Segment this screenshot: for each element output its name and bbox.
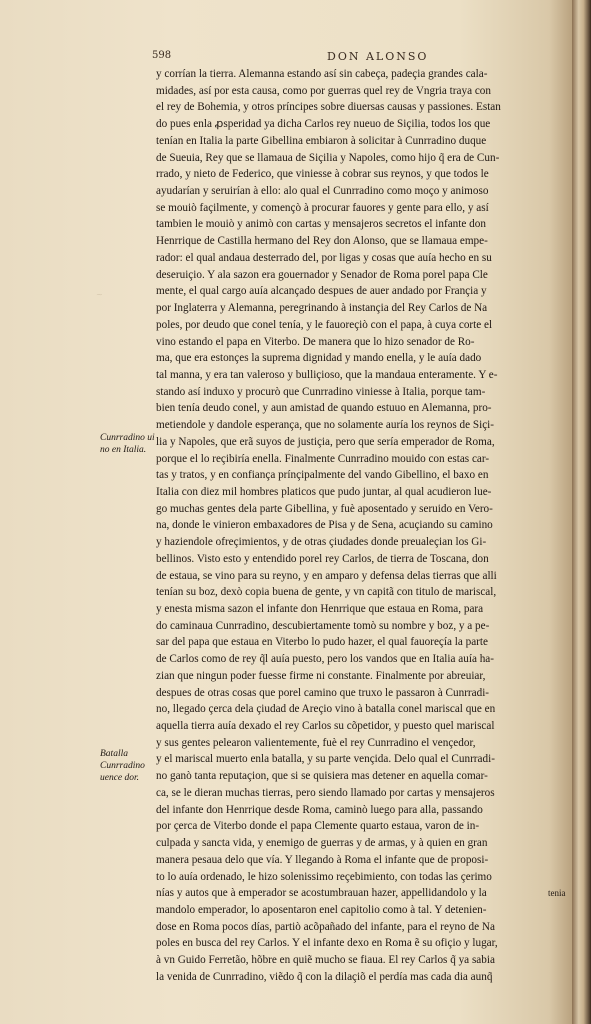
page-number: 598 (152, 50, 172, 61)
running-title: DON ALONSO (327, 50, 429, 63)
text-line: metiendole y dandole esperança, que no solamente auría los reynos de Siçi- (156, 419, 494, 432)
text-line: poles, por deudo que conel tenía, y le fauoreçiò con el papa, à cuya corte el (156, 318, 493, 331)
text-line: tenían en Italia la parte Gibellina embiaron à solicitar à Cunrradino duque (156, 134, 487, 147)
text-line: y haziendole ofreçimientos, y de otras çiudades donde preualeçian los Gi- (156, 536, 487, 549)
text-line: à vn Guido Ferretão, hõbre en quiẽ mucho se fiaua. El rey Carlos q̃ ya sabia (156, 954, 495, 967)
text-line: sar del papa que estaua en Viterbo lo pudo hazer, el qual fauoreçía la parte (156, 636, 488, 649)
text-line: y enesta misma sazon el infante don Henrrique que estaua en Roma, para (156, 603, 484, 615)
text-line: mandolo emperador, lo aposentaron enel capitolio como à tal. Y detenien- (156, 903, 487, 916)
text-line: do caminaua Cunrradino, descubiertamente tomò su nombre y boz, y a pe- (156, 619, 490, 632)
text-line: de Sueuia, Rey que se llamaua de Siçilia y Napoles, como hijo q̃ era de Cun- (156, 151, 500, 164)
text-line: go muchas gentes dela parte Gibellina, y fuè aposentado y seruido en Vero- (156, 502, 493, 515)
text-line: Henrrique de Castilla hermano del Rey don Alonso, que se llamaua empe- (156, 235, 488, 248)
text-line: por çerca de Viterbo donde el papa Clemente quarto estaua, varon de in- (156, 820, 480, 833)
text-line: no ganò tanta reputaçion, que si se quisiera mas detener en aquella comar- (156, 770, 488, 783)
text-line: y sus gentes pelearon valientemente, fuè el rey Cunrradino el vençedor, (156, 736, 476, 749)
text-line: bien tenía deudo conel, y aun amistad de quando estuuo en Alemanna, pro- (156, 402, 492, 415)
text-line: do pues enla ꝓsperidad ya dicha Carlos rey nueuo de Siçilia, todos los que (156, 118, 491, 131)
page-header (152, 50, 562, 64)
text-line: no, llegado çerca dela çiudad de Areçio vino à batalla conel mariscal que en (156, 703, 496, 716)
text-line: stando así induxo y procurò que Cunrradino viniesse à Italia, porque tam- (156, 385, 486, 398)
text-line: dose en Roma pocos días, partiò acõpañado del infante, para el reyno de Na (156, 920, 495, 933)
text-line: nías y autos que à emperador se acostumbrauan hazer, appellidandolo y la (156, 887, 487, 900)
text-line: de Carlos como de rey q̃l auía puesto, pero los vandos que en Italia auía ha- (156, 653, 495, 666)
text-line: na, donde le vinieron embaxadores de Pisa y de Sena, acuçiando su camino (156, 519, 493, 532)
text-line: mente, el qual cargo auía alcançado despues de auer andado por Françia y (156, 285, 487, 298)
text-line: tal manna, y era tan valeroso y bulliçioso, que la mandaua enteramente. Y e- (156, 368, 498, 381)
text-line: ma, que era estonçes la suprema dignidad y mando enella, y le auía dado (156, 352, 482, 365)
text-line: zian que ningun poder fuesse firme ni constante. Finalmente por abreuiar, (156, 669, 486, 682)
text-line: se mouiò façilmente, y començò à procurar fauores y gente para ello, y así (156, 201, 489, 214)
text-line: la venida de Cunrradino, viẽdo q̃ con la dilaçiõ el perdía mas cada dia aunq̃ (156, 970, 493, 983)
main-text-block (156, 66, 566, 986)
text-line: to lo auía ordenado, le hizo solenissimo reçebimiento, con todas las çerimo (156, 870, 492, 883)
text-line: tambien le mouiò y animò con cartas y mensajeros secretos el infante don (156, 218, 486, 231)
text-line: deseruiçio. Y ala sazon era gouernador y Senador de Roma porel papa Cle (156, 268, 488, 281)
text-line: rrado, y nieto de Federico, que viniesse à cobrar sus reynos, y que todos le (156, 168, 489, 181)
text-line: por Inglaterra y Alemanna, peregrinando à instançia del Rey Carlos de Na (156, 302, 488, 315)
text-line: culpada y sancta vida, y enemigo de guerras y de armas, y à quien en gran (156, 837, 488, 850)
text-line: lia y Napoles, que erã suyos de justiçia, pero que sería emperador de Roma, (156, 435, 495, 448)
text-line: despues de otras cosas que porel camino que truxo le passaron à Cunrradi- (156, 686, 490, 699)
text-line: tenían su boz, dexò copia buena de gente, y vn capitã con titulo de mariscal, (156, 586, 497, 599)
text-line: aquella tierra auía dexado el rey Carlos su cõpetidor, y puesto quel mariscal (156, 720, 495, 733)
text-line: porque el lo reçibiría enella. Finalmente Cunrradino mouido con estas car- (156, 452, 490, 465)
text-line: vino estando el papa en Viterbo. De manera que lo hizo senador de Ro- (156, 335, 475, 348)
text-line: Italia con diez mil hombres platicos que pudo juntar, al qual acudieron lue- (156, 485, 492, 498)
text-line: y el mariscal muerto enla batalla, y su parte vençida. Delo qual el Cunrradi- (156, 753, 495, 766)
text-line: tas y tratos, y en confiança prínçipalmente del vando Gibellino, el baxo en (156, 469, 489, 482)
text-line: de estaua, se vino para su reyno, y en amparo y defensa delas tierras que alli (156, 569, 497, 582)
text-line: y corrían la tierra. Alemanna estando así sin cabeça, padeçia grandes cala- (156, 68, 488, 80)
text-line: ca, se le dieran muchas tierras, pero siendo llamado por cartas y mensajeros (156, 786, 495, 799)
text-line: poles en busca del rey Carlos. Y el infante dexo en Roma ẽ su ofiçio y lugar, (156, 937, 498, 950)
text-line: manera pesaua delo que vía. Y llegando à Roma el infante que de proposi- (156, 853, 489, 866)
bleed-through-mark: ~ (96, 290, 103, 299)
text-line: midades, así por esta causa, como por guerras quel rey de Vngria traya con (156, 84, 491, 97)
text-line: el rey de Bohemia, y otros príncipes sobre diuersas causas y passiones. Estan (156, 101, 501, 114)
margin-note-batalla: Batalla Cunrradino uence dor. (100, 749, 145, 783)
margin-note-cunrradino-en-italia: Cunrradino ui no en Italia. (100, 433, 155, 455)
catchword: tenia (548, 888, 566, 898)
text-line: ayudarían y seruirían à ello: alo qual el Cunrradino como moço y animoso (156, 185, 489, 198)
text-line: bellinos. Visto esto y entendido porel rey Carlos, de tierra de Toscana, don (156, 552, 489, 565)
text-line: del infante don Henrrique desde Roma, caminò luego para alla, passando (156, 803, 483, 816)
book-spine (572, 0, 591, 1024)
text-line: rador: el qual andaua desterrado del, por ligas y cosas que auía hecho en su (156, 251, 492, 264)
